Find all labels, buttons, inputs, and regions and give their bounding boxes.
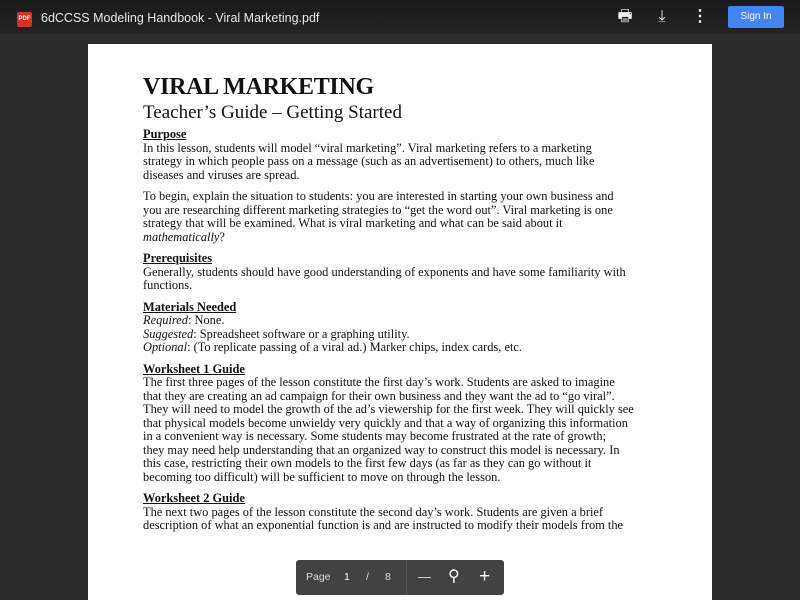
text-line: diseases and viruses are spread. (143, 167, 300, 182)
text-line: this case, restricting their own models to the first few days (as far as they can go without it (143, 456, 592, 470)
document-content (143, 74, 634, 541)
text-line (143, 231, 634, 245)
emphasis: mathematically (143, 229, 220, 244)
material-item (143, 314, 634, 328)
text-line: They will need to model the growth of the ad’s viewership for the first week. They will quickly see (143, 402, 634, 416)
text-line: The next two pages of the lesson constitute the second day’s work. Students are given a brief (143, 504, 604, 519)
more-options-icon[interactable]: ⋮ (692, 8, 708, 25)
section-prerequisites (143, 252, 634, 293)
doc-subtitle: Teacher’s Guide – Getting Started (143, 102, 402, 123)
page-number-input[interactable]: 1 (344, 571, 350, 583)
text-line: strategy that will be examined. What is viral marketing and what can be said about it (143, 216, 563, 230)
heading-prerequisites: Prerequisites (143, 251, 213, 265)
pdf-page (88, 44, 712, 600)
download-icon[interactable]: ⤓ (658, 8, 666, 25)
text-line: functions. (143, 278, 193, 292)
print-icon[interactable]: 🖶 (617, 8, 633, 25)
zoom-out-button[interactable]: — (418, 569, 431, 584)
page-separator: / (366, 571, 369, 583)
text-line: in a convenient way is necessary. Some students may become frustrated at the rate of growth; (143, 429, 607, 443)
zoom-in-button[interactable]: + (479, 566, 491, 587)
heading-purpose: Purpose (143, 127, 187, 141)
text-line: The first three pages of the lesson constitute the first day’s work. Students are asked to imagine (143, 375, 615, 389)
text-line: that physical models become unwieldy very quickly and that a way of organizing this information (143, 415, 628, 430)
text-line: strategy in which people pass on a message (such as an advertisement) to others, much like (143, 154, 595, 168)
label: Optional (143, 340, 188, 354)
doc-title: VIRAL MARKETING (143, 74, 374, 100)
text-line: that they are creating an ad campaign for their own business and they want the ad to “go viral”. (143, 388, 615, 403)
text-line: In this lesson, students will model “viral marketing”. Viral marketing refers to a marketing (143, 140, 592, 155)
section-purpose (143, 128, 634, 244)
text-line: they may need help understanding that an organized way to construct this model is necessary. In (143, 442, 620, 457)
label: Suggested (143, 326, 194, 341)
text-line: Generally, students should have good understanding of exponents and have some familiarity with (143, 264, 626, 279)
heading-materials: Materials Needed (143, 299, 237, 314)
text: : (To replicate passing of a viral ad.) Marker chips, index cards, etc. (187, 340, 522, 354)
text: ? (219, 229, 225, 244)
section-worksheet-2 (143, 492, 634, 533)
text-line: you are researching different marketing strategies to “get the word out”. Viral marketing is one (143, 202, 613, 217)
total-pages: 8 (385, 571, 391, 583)
text-line: becoming too difficult) will be sufficient to move on through the lesson. (143, 469, 501, 484)
page-zoom-toolbar (296, 560, 504, 595)
text: : None. (187, 313, 225, 327)
heading-worksheet-2: Worksheet 2 Guide (143, 491, 245, 505)
section-materials (143, 301, 634, 355)
document-title: 6dCCSS Modeling Handbook - Viral Marketing.pdf (41, 11, 320, 25)
material-item (143, 341, 634, 355)
material-item (143, 328, 634, 342)
top-bar (0, 0, 800, 34)
pdf-file-icon: PDF (17, 12, 32, 27)
heading-worksheet-1: Worksheet 1 Guide (143, 361, 245, 376)
section-worksheet-1 (143, 363, 634, 485)
divider (406, 560, 407, 595)
text-line: description of what an exponential function is and are instructed to modify their models from the (143, 518, 624, 532)
sign-in-button[interactable]: Sign In (728, 6, 784, 28)
label: Required (143, 313, 188, 327)
text: : Spreadsheet software or a graphing utility. (193, 326, 410, 341)
text-line: To begin, explain the situation to students: you are interested in starting your own business and (143, 189, 614, 203)
page-label: Page (306, 571, 331, 583)
zoom-fit-magnifier-icon[interactable]: ⚲ (448, 568, 460, 585)
